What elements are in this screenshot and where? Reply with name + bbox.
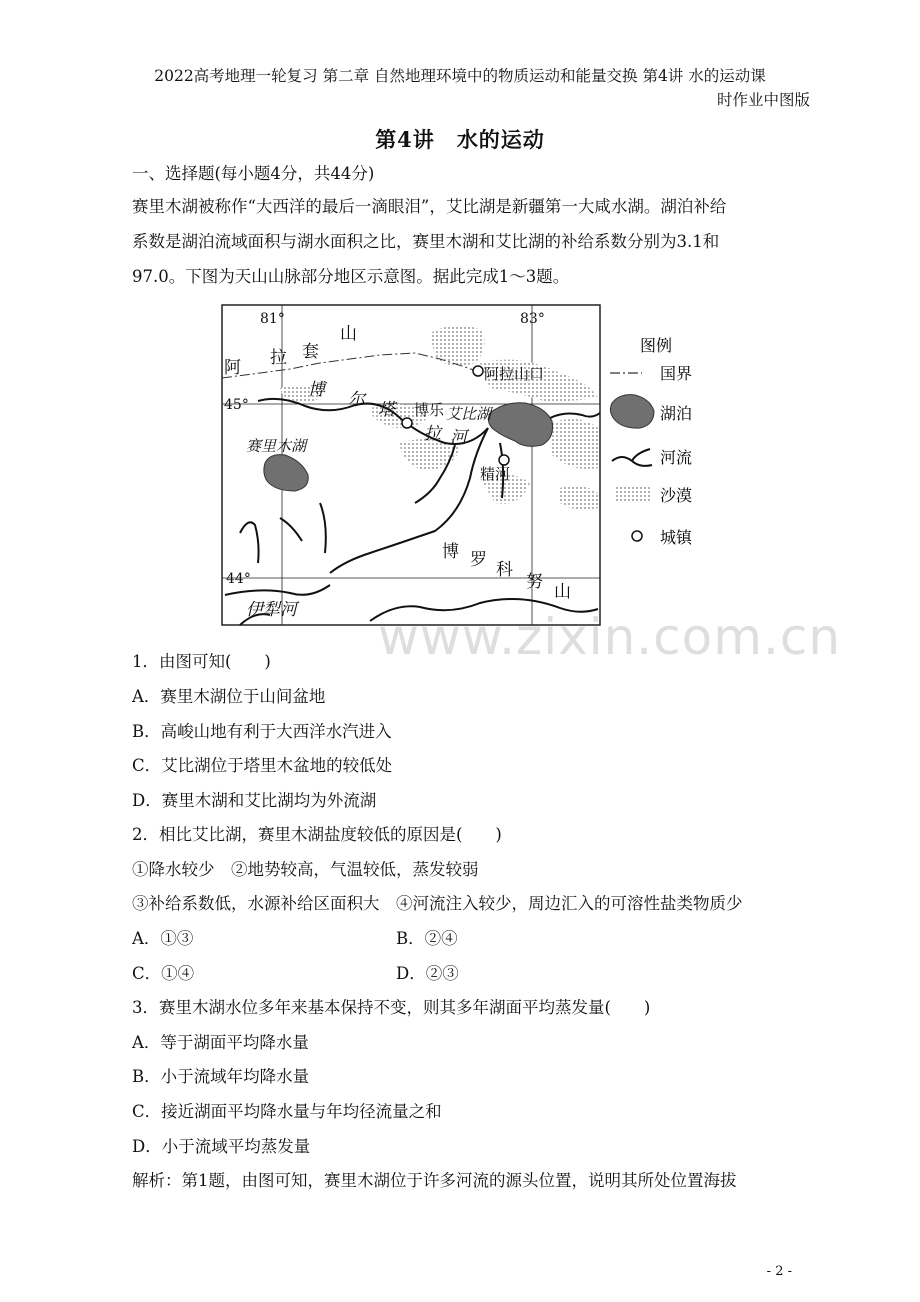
page-number: - 2 - (766, 1264, 792, 1279)
intro-line-1: 赛里木湖被称作“大西洋的最后一滴眼泪”，艾比湖是新疆第一大咸水湖。湖泊补给 (132, 197, 727, 216)
legend-desert-label: 沙漠 (660, 486, 693, 505)
label-bo: 博 (308, 380, 325, 400)
q2-option-c: C．①④ (132, 964, 195, 983)
label-yili: 伊犁河 (246, 600, 297, 620)
legend-border-label: 国界 (660, 364, 693, 383)
label-bole: 博乐 (414, 401, 445, 419)
legend-town-symbol (632, 531, 642, 541)
label-alashankou: 阿拉山口 (484, 365, 545, 383)
label-lon-83: 83° (520, 311, 545, 327)
label-he: 河 (450, 428, 467, 448)
label-ta: 塔 (378, 400, 395, 420)
town-jinghe (499, 455, 509, 465)
q3-option-d: D．小于流域平均蒸发量 (132, 1137, 311, 1156)
label-er: 尔 (348, 390, 365, 410)
q1-option-d: D．赛里木湖和艾比湖均为外流湖 (132, 791, 377, 810)
label-ebinur: 艾比湖 (446, 405, 492, 423)
q3-stem: 3．赛里木湖水位多年来基本保持不变，则其多年湖面平均蒸发量( ) (132, 998, 651, 1017)
town-bole (402, 418, 412, 428)
label-la: 拉 (270, 348, 287, 368)
legend-river-label: 河流 (660, 448, 693, 467)
q3-option-b: B．小于流域年均降水量 (132, 1067, 310, 1086)
map-legend (610, 336, 693, 547)
q2-option-a: A．①③ (132, 929, 194, 948)
lesson-title (0, 124, 920, 154)
document-header (0, 64, 920, 112)
q2-statement-1: ①降水较少 ②地势较高，气温较低，蒸发较弱 (132, 860, 479, 879)
intro-line-2: 系数是湖泊流域面积与湖水面积之比，赛里木湖和艾比湖的补给系数分别为3.1和 (132, 232, 720, 251)
legend-lake-symbol (610, 395, 654, 428)
header-line-1: 2022高考地理一轮复习 第二章 自然地理环境中的物质运动和能量交换 第4讲 水的运动课 (154, 67, 766, 85)
lesson-name: 水的运动 (456, 127, 545, 152)
legend-river-symbol (612, 449, 652, 466)
label-nu: 努 (526, 572, 543, 592)
label-bo2: 博 (442, 542, 459, 562)
intro-line-3: 97.0。下图为天山山脉部分地区示意图。据此完成1～3题。 (132, 267, 570, 286)
lesson-number: 第4讲 (375, 127, 435, 152)
watermark-text: www.zixin.com.cn (378, 608, 842, 666)
q2-statement-2: ③补给系数低，水源补给区面积大 ④河流注入较少，周边汇入的可溶性盐类物质少 (132, 894, 743, 913)
q3-option-a: A．等于湖面平均降水量 (132, 1033, 309, 1052)
intro-paragraph (132, 189, 792, 294)
section-heading: 一、选择题(每小题4分，共44分) (132, 164, 375, 183)
label-ke: 科 (496, 560, 513, 580)
label-lat-44: 44° (226, 571, 251, 587)
q3-option-c: C．接近湖面平均降水量与年均径流量之和 (132, 1102, 442, 1121)
label-shan2: 山 (554, 582, 571, 602)
q2-stem: 2．相比艾比湖，赛里木湖盐度较低的原因是( ) (132, 825, 502, 844)
label-luo: 罗 (470, 550, 487, 570)
q2-option-b: B．②④ (396, 929, 458, 948)
analysis-text: 解析：第1题，由图可知，赛里木湖位于许多河流的源头位置，说明其所处位置海拔 (132, 1171, 737, 1190)
header-line-2: 时作业中图版 (716, 91, 810, 109)
q2-option-d: D．②③ (396, 964, 459, 983)
q1-option-c: C．艾比湖位于塔里木盆地的较低处 (132, 756, 393, 775)
label-lat-45: 45° (224, 397, 249, 413)
label-a: 阿 (224, 358, 241, 378)
label-jinghe: 精河 (480, 465, 511, 483)
label-shan: 山 (340, 324, 357, 344)
legend-town-label: 城镇 (660, 528, 693, 547)
q1-stem: 1．由图可知( ) (132, 652, 271, 671)
map-svg (220, 303, 710, 629)
q1-option-a: A．赛里木湖位于山间盆地 (132, 687, 326, 706)
q1-option-b: B．高峻山地有利于大西洋水汽进入 (132, 722, 392, 741)
legend-lake-label: 湖泊 (660, 404, 693, 423)
tianshan-map-figure (220, 303, 710, 629)
town-alashankou (473, 366, 483, 376)
legend-desert-symbol (616, 485, 650, 503)
label-sayram: 赛里木湖 (246, 437, 307, 455)
label-la2: 拉 (424, 424, 441, 444)
label-tao: 套 (302, 342, 319, 362)
legend-title: 图例 (640, 336, 673, 355)
label-lon-81: 81° (260, 311, 285, 327)
